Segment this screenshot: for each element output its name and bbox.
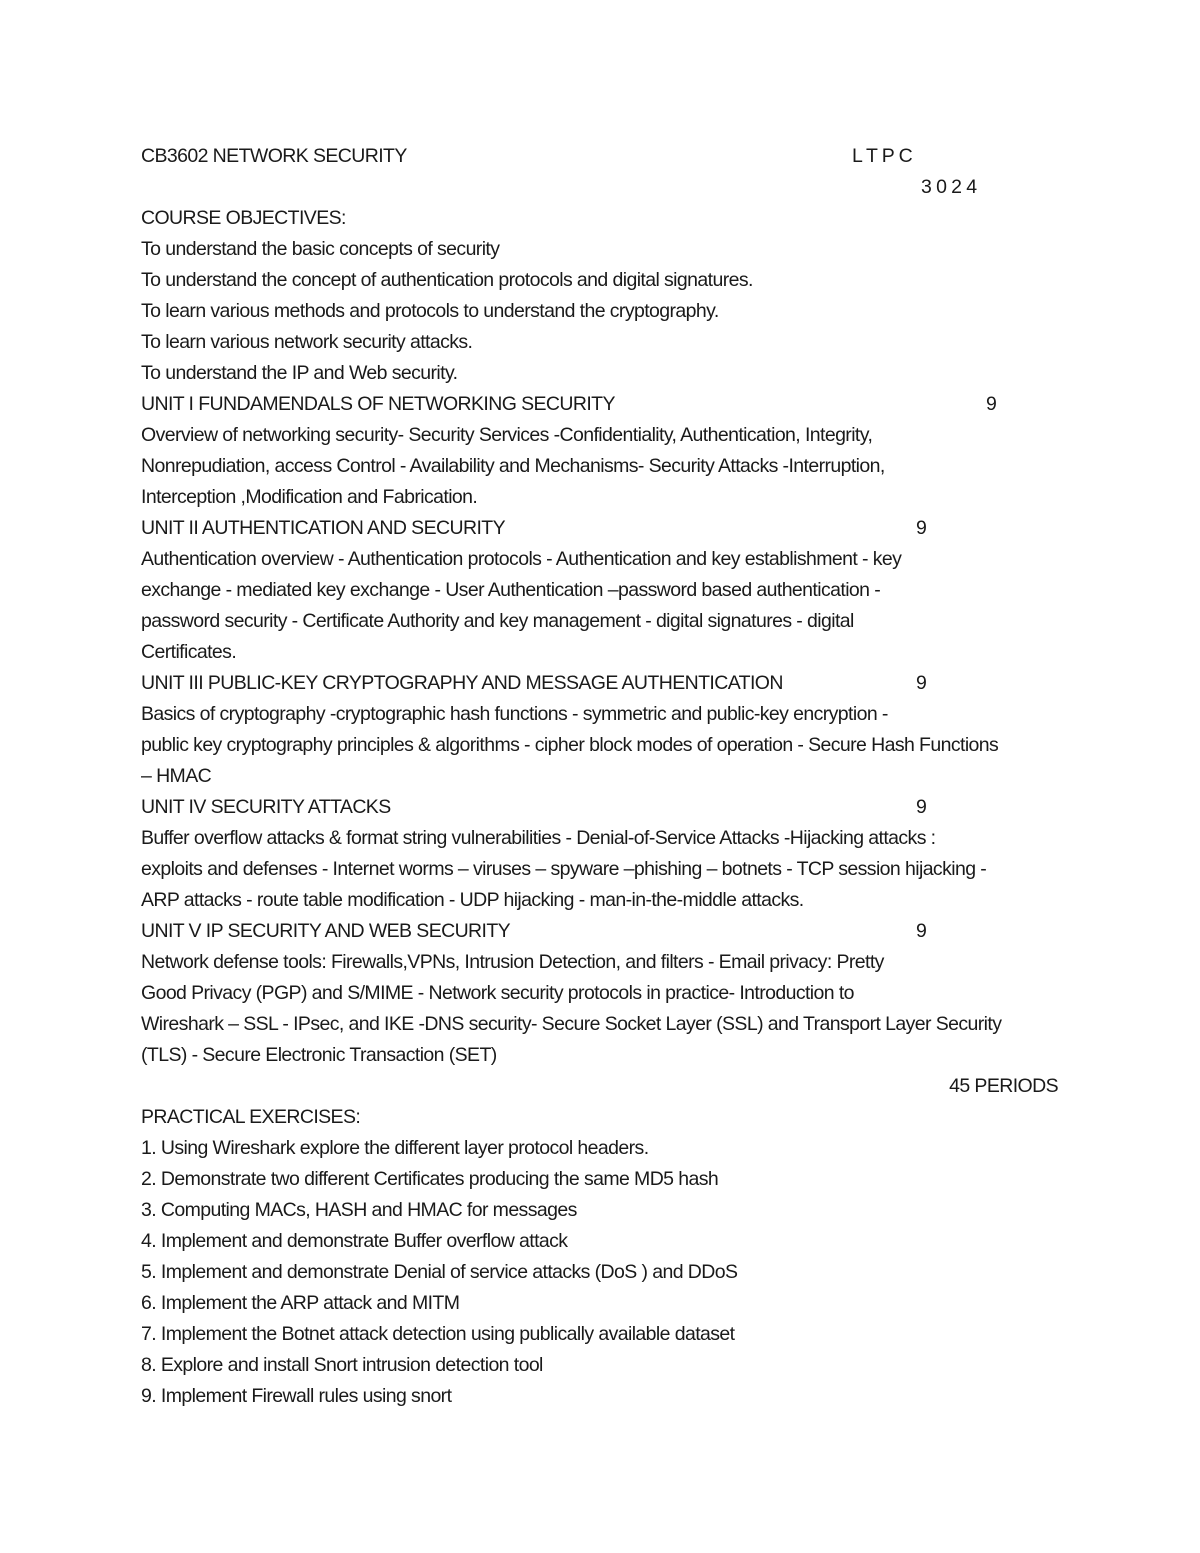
unit-5-line: (TLS) - Secure Electronic Transaction (SET) <box>141 1044 497 1066</box>
unit-4-hours: 9 <box>916 796 927 818</box>
unit-2-line: Authentication overview - Authentication protocols - Authentication and key establishment - key <box>141 548 902 570</box>
unit-3-line: public key cryptography principles & algorithms - cipher block modes of operation - Secure Hash Functions <box>141 734 999 756</box>
unit-3-title: UNIT III PUBLIC-KEY CRYPTOGRAPHY AND MESSAGE AUTHENTICATION <box>141 672 783 694</box>
objective-item: To learn various network security attacks. <box>141 331 473 353</box>
unit-2-line: Certificates. <box>141 641 237 663</box>
practical-item: 3. Computing MACs, HASH and HMAC for messages <box>141 1199 577 1221</box>
unit-1-hours: 9 <box>986 393 997 415</box>
unit-1-title: UNIT I FUNDAMENDALS OF NETWORKING SECURITY <box>141 393 615 415</box>
practical-item: 7. Implement the Botnet attack detection using publically available dataset <box>141 1323 735 1345</box>
total-periods: 45 PERIODS <box>949 1075 1058 1097</box>
practical-item: 9. Implement Firewall rules using snort <box>141 1385 452 1407</box>
objective-item: To understand the IP and Web security. <box>141 362 458 384</box>
ltpc-values: 3 0 2 4 <box>921 176 977 198</box>
practical-item: 1. Using Wireshark explore the different layer protocol headers. <box>141 1137 649 1159</box>
unit-1-line: Interception ,Modification and Fabrication. <box>141 486 478 508</box>
unit-3-line: Basics of cryptography -cryptographic hash functions - symmetric and public-key encryption - <box>141 703 888 725</box>
unit-1-line: Nonrepudiation, access Control - Availability and Mechanisms- Security Attacks -Interruption, <box>141 455 885 477</box>
unit-4-line: Buffer overflow attacks & format string vulnerabilities - Denial-of-Service Attacks -Hijacking attacks : <box>141 827 936 849</box>
unit-2-line: password security - Certificate Authority and key management - digital signatures - digital <box>141 610 854 632</box>
practical-item: 5. Implement and demonstrate Denial of service attacks (DoS ) and DDoS <box>141 1261 738 1283</box>
practical-item: 6. Implement the ARP attack and MITM <box>141 1292 460 1314</box>
unit-2-title: UNIT II AUTHENTICATION AND SECURITY <box>141 517 505 539</box>
unit-3-line: – HMAC <box>141 765 212 787</box>
unit-5-title: UNIT V IP SECURITY AND WEB SECURITY <box>141 920 511 942</box>
unit-2-line: exchange - mediated key exchange - User Authentication –password based authentication - <box>141 579 881 601</box>
unit-5-line: Good Privacy (PGP) and S/MIME - Network security protocols in practice- Introduction to <box>141 982 854 1004</box>
practical-item: 4. Implement and demonstrate Buffer overflow attack <box>141 1230 568 1252</box>
objectives-heading: COURSE OBJECTIVES: <box>141 207 346 229</box>
unit-5-line: Wireshark – SSL - IPsec, and IKE -DNS security- Secure Socket Layer (SSL) and Transport Layer Security <box>141 1013 1002 1035</box>
course-title: CB3602 NETWORK SECURITY <box>141 145 407 167</box>
unit-1-line: Overview of networking security- Security Services -Confidentiality, Authentication, Integrity, <box>141 424 873 446</box>
unit-2-hours: 9 <box>916 517 927 539</box>
ltpc-label: L T P C <box>852 145 913 167</box>
practical-item: 8. Explore and install Snort intrusion detection tool <box>141 1354 543 1376</box>
unit-4-title: UNIT IV SECURITY ATTACKS <box>141 796 391 818</box>
practical-item: 2. Demonstrate two different Certificates producing the same MD5 hash <box>141 1168 719 1190</box>
unit-5-hours: 9 <box>916 920 927 942</box>
objective-item: To learn various methods and protocols to understand the cryptography. <box>141 300 719 322</box>
objective-item: To understand the basic concepts of security <box>141 238 500 260</box>
practicals-heading: PRACTICAL EXERCISES: <box>141 1106 361 1128</box>
unit-3-hours: 9 <box>916 672 927 694</box>
objective-item: To understand the concept of authentication protocols and digital signatures. <box>141 269 753 291</box>
unit-4-line: exploits and defenses - Internet worms – viruses – spyware –phishing – botnets - TCP session hijacking - <box>141 858 987 880</box>
unit-4-line: ARP attacks - route table modification - UDP hijacking - man-in-the-middle attacks. <box>141 889 804 911</box>
unit-5-line: Network defense tools: Firewalls,VPNs, Intrusion Detection, and filters - Email privacy: Pretty <box>141 951 884 973</box>
